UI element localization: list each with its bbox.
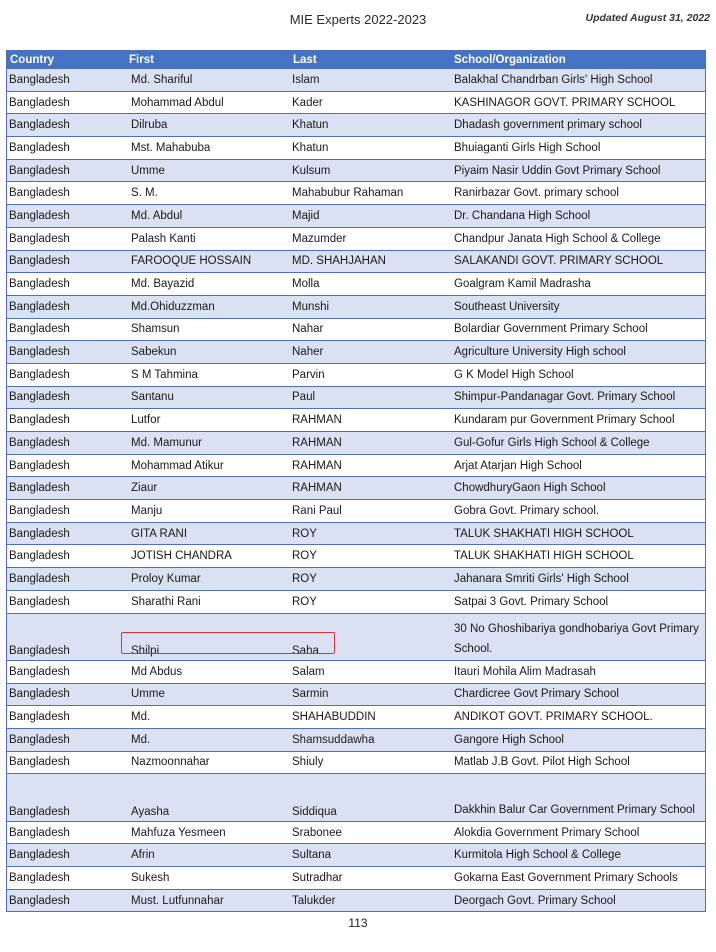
table-row bbox=[7, 409, 705, 432]
table-row bbox=[7, 706, 705, 729]
cell-school: Ranirbazar Govt. primary school bbox=[451, 182, 705, 205]
cell-school: Gokarna East Government Primary Schools bbox=[451, 867, 705, 890]
cell-country: Bangladesh bbox=[7, 751, 126, 774]
column-header-first: First bbox=[129, 53, 154, 66]
cell-country: Bangladesh bbox=[7, 660, 126, 683]
table-row bbox=[7, 363, 705, 386]
cell-school: Southeast University bbox=[451, 295, 705, 318]
experts-table-container bbox=[6, 50, 706, 912]
cell-school: SALAKANDI GOVT. PRIMARY SCHOOL bbox=[451, 250, 705, 273]
cell-school: Dhadash government primary school bbox=[451, 114, 705, 137]
table-row bbox=[7, 613, 705, 660]
cell-country: Bangladesh bbox=[7, 91, 126, 114]
cell-country: Bangladesh bbox=[7, 205, 126, 228]
cell-first: GITA RANI bbox=[126, 522, 290, 545]
cell-first: Umme bbox=[126, 683, 290, 706]
cell-country: Bangladesh bbox=[7, 69, 126, 92]
cell-last: Munshi bbox=[290, 295, 451, 318]
cell-first: Md. bbox=[126, 728, 290, 751]
table-row bbox=[7, 774, 705, 821]
cell-country: Bangladesh bbox=[7, 363, 126, 386]
cell-last: RAHMAN bbox=[290, 432, 451, 455]
cell-country: Bangladesh bbox=[7, 409, 126, 432]
cell-first: Umme bbox=[126, 159, 290, 182]
cell-school: Matlab J.B Govt. Pilot High School bbox=[451, 751, 705, 774]
table-row bbox=[7, 500, 705, 523]
cell-school: KASHINAGOR GOVT. PRIMARY SCHOOL bbox=[451, 91, 705, 114]
cell-first: Dilruba bbox=[126, 114, 290, 137]
cell-first: S M Tahmina bbox=[126, 363, 290, 386]
cell-country: Bangladesh bbox=[7, 613, 126, 660]
cell-school: Jahanara Smriti Girls' High School bbox=[451, 568, 705, 591]
cell-last: Parvin bbox=[290, 363, 451, 386]
cell-last: Shamsuddawha bbox=[290, 728, 451, 751]
cell-last: Salam bbox=[290, 660, 451, 683]
table-row bbox=[7, 273, 705, 296]
cell-last: Paul bbox=[290, 386, 451, 409]
cell-last: RAHMAN bbox=[290, 454, 451, 477]
table-row bbox=[7, 683, 705, 706]
cell-last: ROY bbox=[290, 522, 451, 545]
table-row bbox=[7, 889, 705, 911]
cell-last: Mahabubur Rahaman bbox=[290, 182, 451, 205]
table-row bbox=[7, 227, 705, 250]
table-row bbox=[7, 728, 705, 751]
table-row bbox=[7, 91, 705, 114]
table-row bbox=[7, 751, 705, 774]
cell-last: Siddiqua bbox=[290, 774, 451, 821]
cell-school: Kurmitola High School & College bbox=[451, 844, 705, 867]
cell-last: SHAHABUDDIN bbox=[290, 706, 451, 729]
cell-first: Md. Bayazid bbox=[126, 273, 290, 296]
column-header-country: Country bbox=[10, 53, 55, 66]
cell-school: Goalgram Kamil Madrasha bbox=[451, 273, 705, 296]
cell-school: Piyaim Nasir Uddin Govt Primary School bbox=[451, 159, 705, 182]
cell-last: MD. SHAHJAHAN bbox=[290, 250, 451, 273]
cell-school: Dakkhin Balur Car Government Primary School bbox=[451, 774, 705, 821]
table-row bbox=[7, 432, 705, 455]
cell-first: Santanu bbox=[126, 386, 290, 409]
cell-last: Naher bbox=[290, 341, 451, 364]
cell-first: S. M. bbox=[126, 182, 290, 205]
cell-country: Bangladesh bbox=[7, 295, 126, 318]
cell-last: ROY bbox=[290, 590, 451, 613]
table-row bbox=[7, 545, 705, 568]
cell-first: Ziaur bbox=[126, 477, 290, 500]
cell-country: Bangladesh bbox=[7, 273, 126, 296]
cell-country: Bangladesh bbox=[7, 182, 126, 205]
experts-table bbox=[7, 51, 705, 911]
cell-first: JOTISH CHANDRA bbox=[126, 545, 290, 568]
cell-country: Bangladesh bbox=[7, 432, 126, 455]
cell-country: Bangladesh bbox=[7, 867, 126, 890]
cell-last: Talukder bbox=[290, 889, 451, 911]
cell-last: Mazumder bbox=[290, 227, 451, 250]
table-row bbox=[7, 69, 705, 92]
cell-last: Shiuly bbox=[290, 751, 451, 774]
cell-country: Bangladesh bbox=[7, 318, 126, 341]
table-row bbox=[7, 568, 705, 591]
cell-last: Saha bbox=[290, 613, 451, 660]
cell-country: Bangladesh bbox=[7, 500, 126, 523]
cell-last: Srabonee bbox=[290, 821, 451, 844]
cell-country: Bangladesh bbox=[7, 477, 126, 500]
table-header-row bbox=[7, 51, 705, 69]
cell-school: Bhuiaganti Girls High School bbox=[451, 137, 705, 160]
cell-school: Deorgach Govt. Primary School bbox=[451, 889, 705, 911]
cell-country: Bangladesh bbox=[7, 568, 126, 591]
cell-school: Satpai 3 Govt. Primary School bbox=[451, 590, 705, 613]
table-row bbox=[7, 386, 705, 409]
cell-school: Agriculture University High school bbox=[451, 341, 705, 364]
cell-country: Bangladesh bbox=[7, 889, 126, 911]
cell-school: Gangore High School bbox=[451, 728, 705, 751]
cell-country: Bangladesh bbox=[7, 844, 126, 867]
cell-last: ROY bbox=[290, 545, 451, 568]
cell-first: Md. Mamunur bbox=[126, 432, 290, 455]
cell-first: Proloy Kumar bbox=[126, 568, 290, 591]
cell-school: G K Model High School bbox=[451, 363, 705, 386]
cell-school: Arjat Atarjan High School bbox=[451, 454, 705, 477]
cell-first: Md. bbox=[126, 706, 290, 729]
cell-school: Gobra Govt. Primary school. bbox=[451, 500, 705, 523]
table-row bbox=[7, 137, 705, 160]
cell-last: Sarmin bbox=[290, 683, 451, 706]
cell-first: Mohammad Abdul bbox=[126, 91, 290, 114]
table-row bbox=[7, 318, 705, 341]
cell-last: Kulsum bbox=[290, 159, 451, 182]
cell-school: Balakhal Chandrban Girls' High School bbox=[451, 69, 705, 92]
cell-school: Bolardiar Government Primary School bbox=[451, 318, 705, 341]
cell-first: Sabekun bbox=[126, 341, 290, 364]
cell-school: ChowdhuryGaon High School bbox=[451, 477, 705, 500]
cell-school: Alokdia Government Primary School bbox=[451, 821, 705, 844]
cell-first: Md Abdus bbox=[126, 660, 290, 683]
page-title: MIE Experts 2022-2023 bbox=[289, 12, 427, 27]
cell-country: Bangladesh bbox=[7, 522, 126, 545]
cell-school: TALUK SHAKHATI HIGH SCHOOL bbox=[451, 522, 705, 545]
cell-last: RAHMAN bbox=[290, 409, 451, 432]
table-row-highlighted bbox=[7, 660, 705, 683]
cell-first: Afrin bbox=[126, 844, 290, 867]
table-row bbox=[7, 295, 705, 318]
cell-country: Bangladesh bbox=[7, 706, 126, 729]
cell-country: Bangladesh bbox=[7, 159, 126, 182]
cell-country: Bangladesh bbox=[7, 821, 126, 844]
table-row bbox=[7, 590, 705, 613]
cell-country: Bangladesh bbox=[7, 774, 126, 821]
table-row bbox=[7, 205, 705, 228]
cell-first: Palash Kanti bbox=[126, 227, 290, 250]
cell-last: Majid bbox=[290, 205, 451, 228]
cell-last: Sultana bbox=[290, 844, 451, 867]
cell-country: Bangladesh bbox=[7, 227, 126, 250]
table-row bbox=[7, 477, 705, 500]
cell-country: Bangladesh bbox=[7, 454, 126, 477]
cell-last: Khatun bbox=[290, 137, 451, 160]
table-body bbox=[7, 69, 705, 912]
cell-school: Dr. Chandana High School bbox=[451, 205, 705, 228]
cell-country: Bangladesh bbox=[7, 683, 126, 706]
cell-last: Rani Paul bbox=[290, 500, 451, 523]
cell-first: Mohammad Atikur bbox=[126, 454, 290, 477]
cell-first: Mahfuza Yesmeen bbox=[126, 821, 290, 844]
cell-first: Shilpi bbox=[126, 613, 290, 660]
cell-last: ROY bbox=[290, 568, 451, 591]
table-row bbox=[7, 454, 705, 477]
cell-country: Bangladesh bbox=[7, 545, 126, 568]
table-row bbox=[7, 522, 705, 545]
cell-country: Bangladesh bbox=[7, 341, 126, 364]
cell-school: Chardicree Govt Primary School bbox=[451, 683, 705, 706]
table-row bbox=[7, 159, 705, 182]
table-row bbox=[7, 114, 705, 137]
cell-country: Bangladesh bbox=[7, 386, 126, 409]
cell-school: ANDIKOT GOVT. PRIMARY SCHOOL. bbox=[451, 706, 705, 729]
cell-country: Bangladesh bbox=[7, 590, 126, 613]
cell-last: Nahar bbox=[290, 318, 451, 341]
cell-first: Md.Ohiduzzman bbox=[126, 295, 290, 318]
table-row bbox=[7, 844, 705, 867]
cell-first: Manju bbox=[126, 500, 290, 523]
cell-last: Kader bbox=[290, 91, 451, 114]
cell-school: Shimpur-Pandanagar Govt. Primary School bbox=[451, 386, 705, 409]
column-header-school: School/Organization bbox=[454, 53, 566, 66]
table-row bbox=[7, 867, 705, 890]
cell-school: Itauri Mohila Alim Madrasah bbox=[451, 660, 705, 683]
cell-first: Lutfor bbox=[126, 409, 290, 432]
column-header-last: Last bbox=[293, 53, 317, 66]
cell-last: RAHMAN bbox=[290, 477, 451, 500]
cell-school: Gul-Gofur Girls High School & College bbox=[451, 432, 705, 455]
cell-school: TALUK SHAKHATI HIGH SCHOOL bbox=[451, 545, 705, 568]
cell-school: Chandpur Janata High School & College bbox=[451, 227, 705, 250]
cell-first: Sharathi Rani bbox=[126, 590, 290, 613]
cell-first: Nazmoonnahar bbox=[126, 751, 290, 774]
cell-first: Ayasha bbox=[126, 774, 290, 821]
cell-last: Islam bbox=[290, 69, 451, 92]
table-row bbox=[7, 821, 705, 844]
cell-country: Bangladesh bbox=[7, 114, 126, 137]
cell-country: Bangladesh bbox=[7, 250, 126, 273]
cell-school: 30 No Ghoshibariya gondhobariya Govt Primary School. bbox=[451, 613, 705, 660]
cell-first: FAROOQUE HOSSAIN bbox=[126, 250, 290, 273]
cell-school: Kundaram pur Government Primary School bbox=[451, 409, 705, 432]
cell-first: Must. Lutfunnahar bbox=[126, 889, 290, 911]
cell-country: Bangladesh bbox=[7, 728, 126, 751]
cell-first: Mst. Mahabuba bbox=[126, 137, 290, 160]
table-row bbox=[7, 182, 705, 205]
cell-first: Shamsun bbox=[126, 318, 290, 341]
cell-last: Sutradhar bbox=[290, 867, 451, 890]
cell-first: Sukesh bbox=[126, 867, 290, 890]
table-row bbox=[7, 250, 705, 273]
updated-date: Updated August 31, 2022 bbox=[585, 12, 710, 24]
cell-country: Bangladesh bbox=[7, 137, 126, 160]
cell-first: Md. Abdul bbox=[126, 205, 290, 228]
page-number: 113 bbox=[348, 916, 368, 930]
table-row bbox=[7, 341, 705, 364]
cell-last: Molla bbox=[290, 273, 451, 296]
cell-last: Khatun bbox=[290, 114, 451, 137]
cell-first: Md. Shariful bbox=[126, 69, 290, 92]
